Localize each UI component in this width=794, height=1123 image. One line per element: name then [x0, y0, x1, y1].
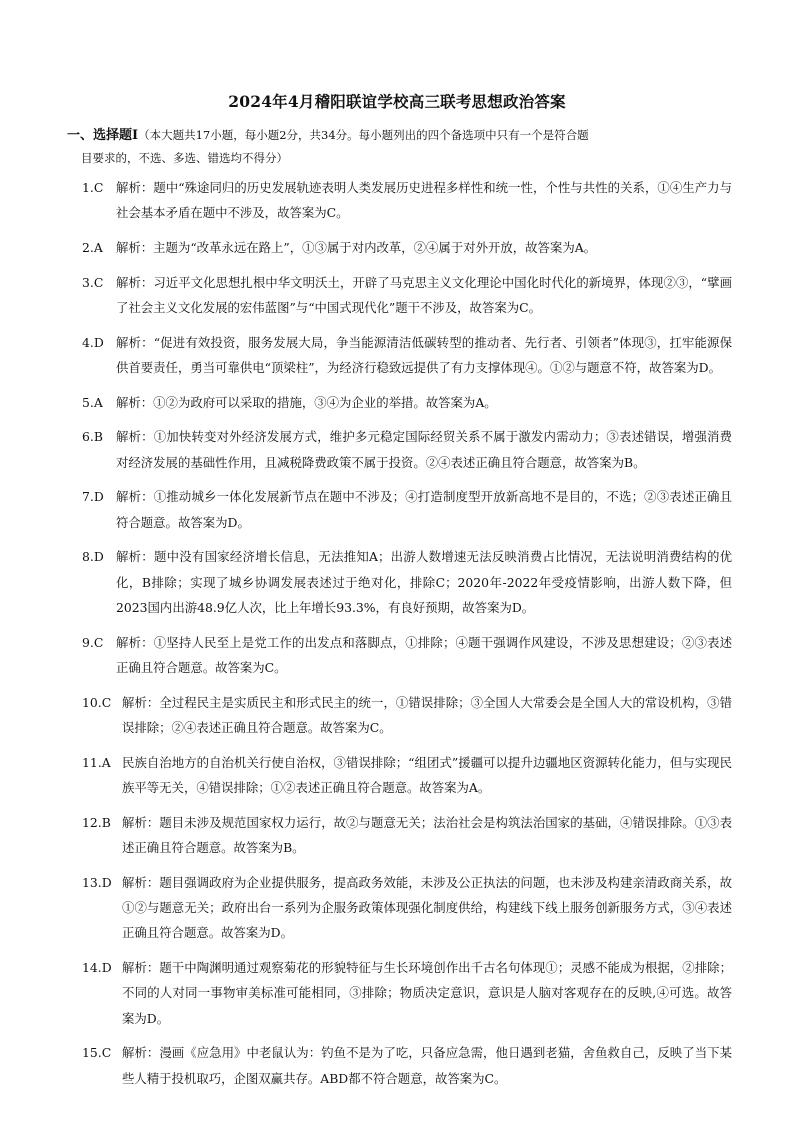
answer-number: 15.C: [82, 1045, 112, 1061]
answer-text: 解析：题干中陶渊明通过观察菊花的形貌特征与生长环境创作出千古名句体现①；灵感不能成为根据，②排除；不同的人对同一事物审美标准可能相同，③排除；物质决定意识，意识是人脑对客观存在的反映,④可选。故答案为D。: [122, 960, 732, 1026]
section-note-line2: 目要求的，不选、多选、错选均不得分）: [81, 151, 288, 165]
answer-text: 解析：题中没有国家经济增长信息，无法推知A；出游人数增速无法反映消费占比情况，无法说明消费结构的优化，B排除；实现了城乡协调发展表述过于绝对化，排除C；2020年-2022年受疫情影响，出游人数下降，但2023国内出游48.9亿人次，比上年增长93.3%，有良好预期，故答案为D。: [116, 549, 732, 615]
answer-item: [82, 870, 732, 946]
answer-number: 9.C: [82, 634, 104, 650]
answer-item: [82, 330, 732, 381]
answer-number: 3.C: [82, 274, 104, 290]
answer-item: [82, 810, 732, 861]
answer-number: 5.A: [82, 394, 103, 410]
answer-text: 解析：①加快转变对外经济发展方式，维护多元稳定国际经贸关系不属于激发内需动力；③表述错误，增强消费对经济发展的基础性作用，且减税降费政策不属于投资。②④表述正确且符合题意，故答案为B。: [116, 429, 732, 470]
answer-item: [82, 175, 732, 226]
answer-number: 12.B: [82, 814, 111, 830]
answer-text: 解析：题目未涉及规范国家权力运行，故②与题意无关；法治社会是构筑法治国家的基础，④错误排除。①③表述正确且符合题意。故答案为B。: [122, 814, 732, 855]
answer-item: [82, 690, 732, 741]
answer-item: [82, 390, 732, 415]
answer-item: [82, 235, 732, 260]
answer-text: 解析：①②为政府可以采取的措施，③④为企业的举措。故答案为A。: [116, 394, 497, 410]
answer-item: [82, 424, 732, 475]
answer-number: 10.C: [82, 694, 112, 710]
answer-item: [82, 630, 732, 681]
section-heading: [67, 124, 727, 169]
answer-number: 11.A: [82, 754, 111, 770]
answer-text: 解析：①推动城乡一体化发展新节点在题中不涉及；④打造制度型开放新高地不是目的，不选；②③表述正确且符合题意。故答案为D。: [116, 489, 732, 530]
answer-number: 6.B: [82, 429, 103, 445]
answer-text: 民族自治地方的自治机关行使自治权，③错误排除；“组团式”援疆可以提升边疆地区资源转化能力，但与实现民族平等无关，④错误排除；①②表述正确且符合题意。故答案为A。: [122, 754, 732, 795]
answer-item: [82, 544, 732, 620]
answer-text: 解析：漫画《应急用》中老鼠认为：钓鱼不是为了吃，只备应急需，他日遇到老猫，舍鱼救自己，反映了当下某些人精于投机取巧，企图双赢共存。ABD都不符合题意，故答案为C。: [122, 1045, 732, 1086]
answer-number: 14.D: [82, 960, 112, 975]
answer-text: 解析：全过程民主是实质民主和形式民主的统一，①错误排除；③全国人大常委会是全国人大的常设机构，③错误排除；②④表述正确且符合题意。故答案为C。: [122, 694, 732, 735]
answer-text: 解析：主题为“改革永远在路上”，①③属于对内改革，②④属于对外开放，故答案为A。: [116, 240, 597, 255]
answer-number: 13.D: [82, 874, 112, 890]
answer-number: 8.D: [82, 549, 104, 565]
answer-item: [82, 750, 732, 801]
answer-text: 解析：题目强调政府为企业提供服务，提高政务效能，未涉及公正执法的问题，也未涉及构建亲清政商关系，故①②与题意无关；政府出台一系列为企服务政策体现强化制度供给，构建线下线上服务创新服务方式，③④表述正确且符合题意。故答案为D。: [122, 874, 732, 941]
answer-item: [82, 484, 732, 535]
section-header: [67, 124, 727, 169]
answer-item: [82, 270, 732, 321]
answer-item: [82, 955, 732, 1031]
section-note-line1: （本大题共17小题，每小题2分，共34分。每小题列出的四个备选项中只有一个是符合题: [138, 128, 589, 142]
answer-text: 解析：①坚持人民至上是党工作的出发点和落脚点，①排除；④题干强调作风建设，不涉及思想建设；②③表述正确且符合题意。故答案为C。: [116, 634, 732, 675]
answer-list: [82, 175, 732, 1100]
answer-number: 7.D: [82, 489, 104, 505]
answer-number: 4.D: [82, 334, 104, 350]
section-label: 一、选择题Ⅰ: [67, 128, 139, 143]
answer-text: 解析：习近平文化思想扎根中华文明沃土，开辟了马克思主义文化理论中国化时代化的新境界，体现②③，“擘画了社会主义文化发展的宏伟蓝图”与“中国式现代化”题干不涉及，故答案为C。: [116, 274, 732, 315]
page-title: 2024年4月稽阳联谊学校高三联考思想政治答案: [228, 92, 566, 111]
answer-number: 1.C: [82, 180, 104, 195]
answer-number: 2.A: [82, 240, 103, 255]
answer-item: [82, 1040, 732, 1091]
answer-text: 解析：“促进有效投资，服务发展大局，争当能源清洁低碳转型的推动者、先行者、引领者”体现③，扛牢能源保供首要责任，勇当可靠供电“顶梁柱”，为经济行稳致远提供了有力支撑体现④。①②与题意不符，故答案为D。: [116, 334, 732, 375]
answer-text: 解析：题中“殊途同归的历史发展轨迹表明人类发展历史进程多样性和统一性，个性与共性的关系，①④生产力与社会基本矛盾在题中不涉及，故答案为C。: [116, 180, 732, 221]
